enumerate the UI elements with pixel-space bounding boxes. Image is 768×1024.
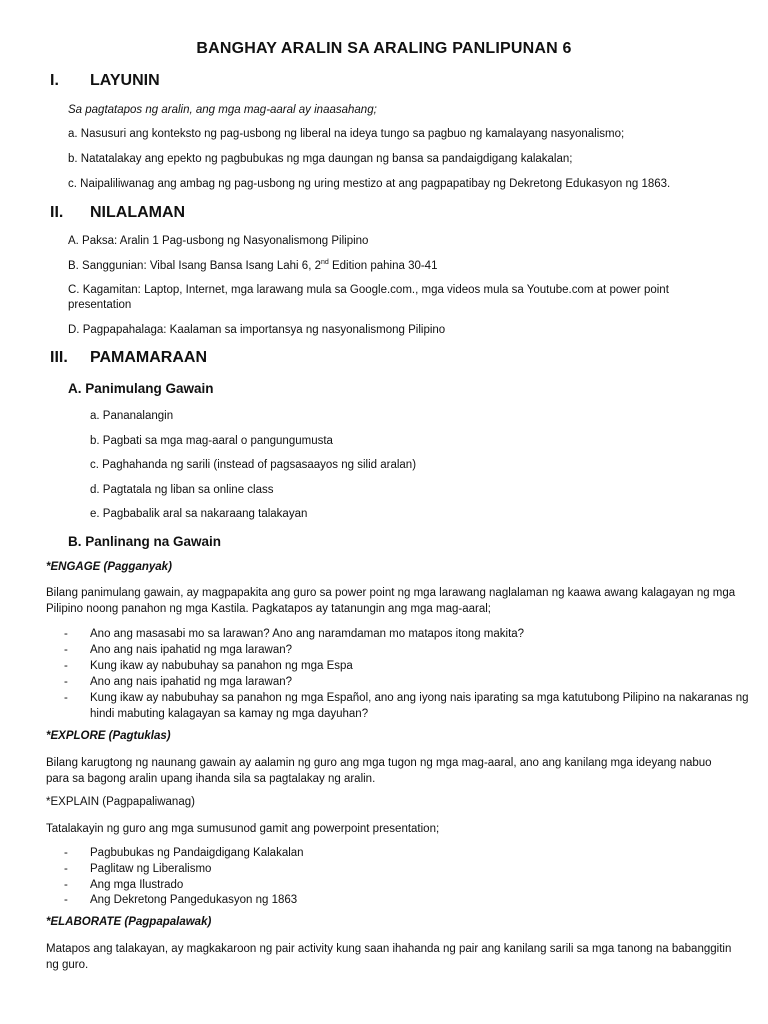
section-heading-layunin	[50, 72, 160, 90]
activity-item: b. Pagbati sa mga mag-aaral o pangungumusta	[90, 435, 333, 447]
engage-label: *ENGAGE (Pagganyak)	[46, 561, 172, 573]
content-kagamitan: C. Kagamitan: Laptop, Internet, mga larawang mula sa Google.com., mga videos mula sa Youtube.com at power point presentation	[68, 284, 669, 311]
document-title: BANGHAY ARALIN SA ARALING PANLIPUNAN 6	[196, 40, 572, 57]
content-pagpapahalaga: D. Pagpapahalaga: Kaalaman sa importansya ng nasyonalismong Pilipino	[68, 324, 446, 336]
explain-paragraph: Tatalakayin ng guro ang mga sumusunod gamit ang powerpoint presentation;	[46, 823, 440, 835]
section-heading-nilalaman	[50, 204, 185, 222]
engage-question: - Ano ang nais ipahatid ng mga larawan?	[64, 644, 293, 656]
section-number: III.	[50, 349, 68, 366]
activity-item: c. Paghahanda ng sarili (instead of pagsasaayos ng silid aralan)	[90, 459, 417, 471]
explain-topic: - Paglitaw ng Liberalismo	[64, 863, 212, 875]
engage-question: - Ano ang masasabi mo sa larawan? Ano ang naramdaman mo matapos itong makita?	[64, 628, 525, 640]
section-heading-pamamaraan	[50, 349, 207, 367]
sanggunian-text-end: Edition pahina 30-41	[328, 259, 438, 272]
subheading-panimulang-gawain: A. Panimulang Gawain	[68, 381, 214, 396]
section-title: PAMAMARAAN	[90, 349, 208, 366]
engage-question: - Kung ikaw ay nabubuhay sa panahon ng mga Español, ano ang iyong nais iparating sa mga katutubong Pilipino na nakaranas ng hindi mabuting kalagayan sa kamay ng mga dayuhan?	[64, 692, 749, 720]
explain-topic: - Ang Dekretong Pangedukasyon ng 1863	[64, 894, 298, 906]
explain-topic: - Pagbubukas ng Pandaigdigang Kalakalan	[64, 847, 304, 859]
engage-question: - Ano ang nais ipahatid ng mga larawan?	[64, 676, 293, 688]
activity-item: a. Pananalangin	[90, 410, 174, 422]
activity-item: e. Pagbabalik aral sa nakaraang talakayan	[90, 508, 308, 520]
content-paksa: A. Paksa: Aralin 1 Pag-usbong ng Nasyonalismong Pilipino	[68, 235, 369, 247]
section-number: I.	[50, 72, 59, 89]
objective-c: c. Naipaliliwanag ang ambag ng pag-usbong ng uring mestizo at ang pagpapatibay ng Dekretong Edukasyon ng 1863.	[68, 178, 671, 190]
section-title: LAYUNIN	[90, 72, 160, 89]
explore-label: *EXPLORE (Pagtuklas)	[46, 730, 171, 742]
subheading-panlinang-na-gawain: B. Panlinang na Gawain	[68, 534, 222, 549]
explain-label: *EXPLAIN (Pagpapaliwanag)	[46, 796, 195, 808]
section-title: NILALAMAN	[90, 204, 186, 221]
sanggunian-text: B. Sanggunian: Vibal Isang Bansa Isang Lahi 6, 2	[68, 259, 321, 272]
content-sanggunian	[68, 259, 437, 272]
section-number: II.	[50, 204, 64, 221]
engage-question: - Kung ikaw ay nabubuhay sa panahon ng mga Espa	[64, 660, 353, 672]
sanggunian-superscript: nd	[320, 259, 329, 266]
objective-a: a. Nasusuri ang konteksto ng pag-usbong ng liberal na ideya tungo sa pagbuo ng kamalayang nasyonalismo;	[68, 128, 625, 140]
explore-paragraph: Bilang karugtong ng naunang gawain ay aalamin ng guro ang mga tugon ng mga mag-aaral, ano ang kanilang mga ideyang nabuo para sa bagong aralin upang ihanda sila sa pagtalakay ng aralin.	[46, 757, 712, 785]
explain-topic: - Ang mga Ilustrado	[64, 879, 184, 891]
elaborate-paragraph: Matapos ang talakayan, ay magkakaroon ng pair activity kung saan ihahanda ng pair ang kanilang sarili sa mga tanong na babanggitin ng guro.	[46, 943, 732, 971]
engage-paragraph: Bilang panimulang gawain, ay magpapakita ang guro sa power point ng mga larawang naglalaman ng kaawa awang kalagayan ng mga Pilipino noong panahon ng mga Kastila. Pagkatapos ay tatanungin ang mga mag-aaral;	[46, 587, 736, 615]
objective-b: b. Natatalakay ang epekto ng pagbubukas ng mga daungan ng bansa sa pandaigdigang kalakalan;	[68, 153, 573, 165]
activity-item: d. Pagtatala ng liban sa online class	[90, 484, 274, 496]
elaborate-label: *ELABORATE (Pagpapalawak)	[46, 916, 212, 928]
objectives-intro: Sa pagtatapos ng aralin, ang mga mag-aaral ay inaasahang;	[68, 104, 377, 116]
